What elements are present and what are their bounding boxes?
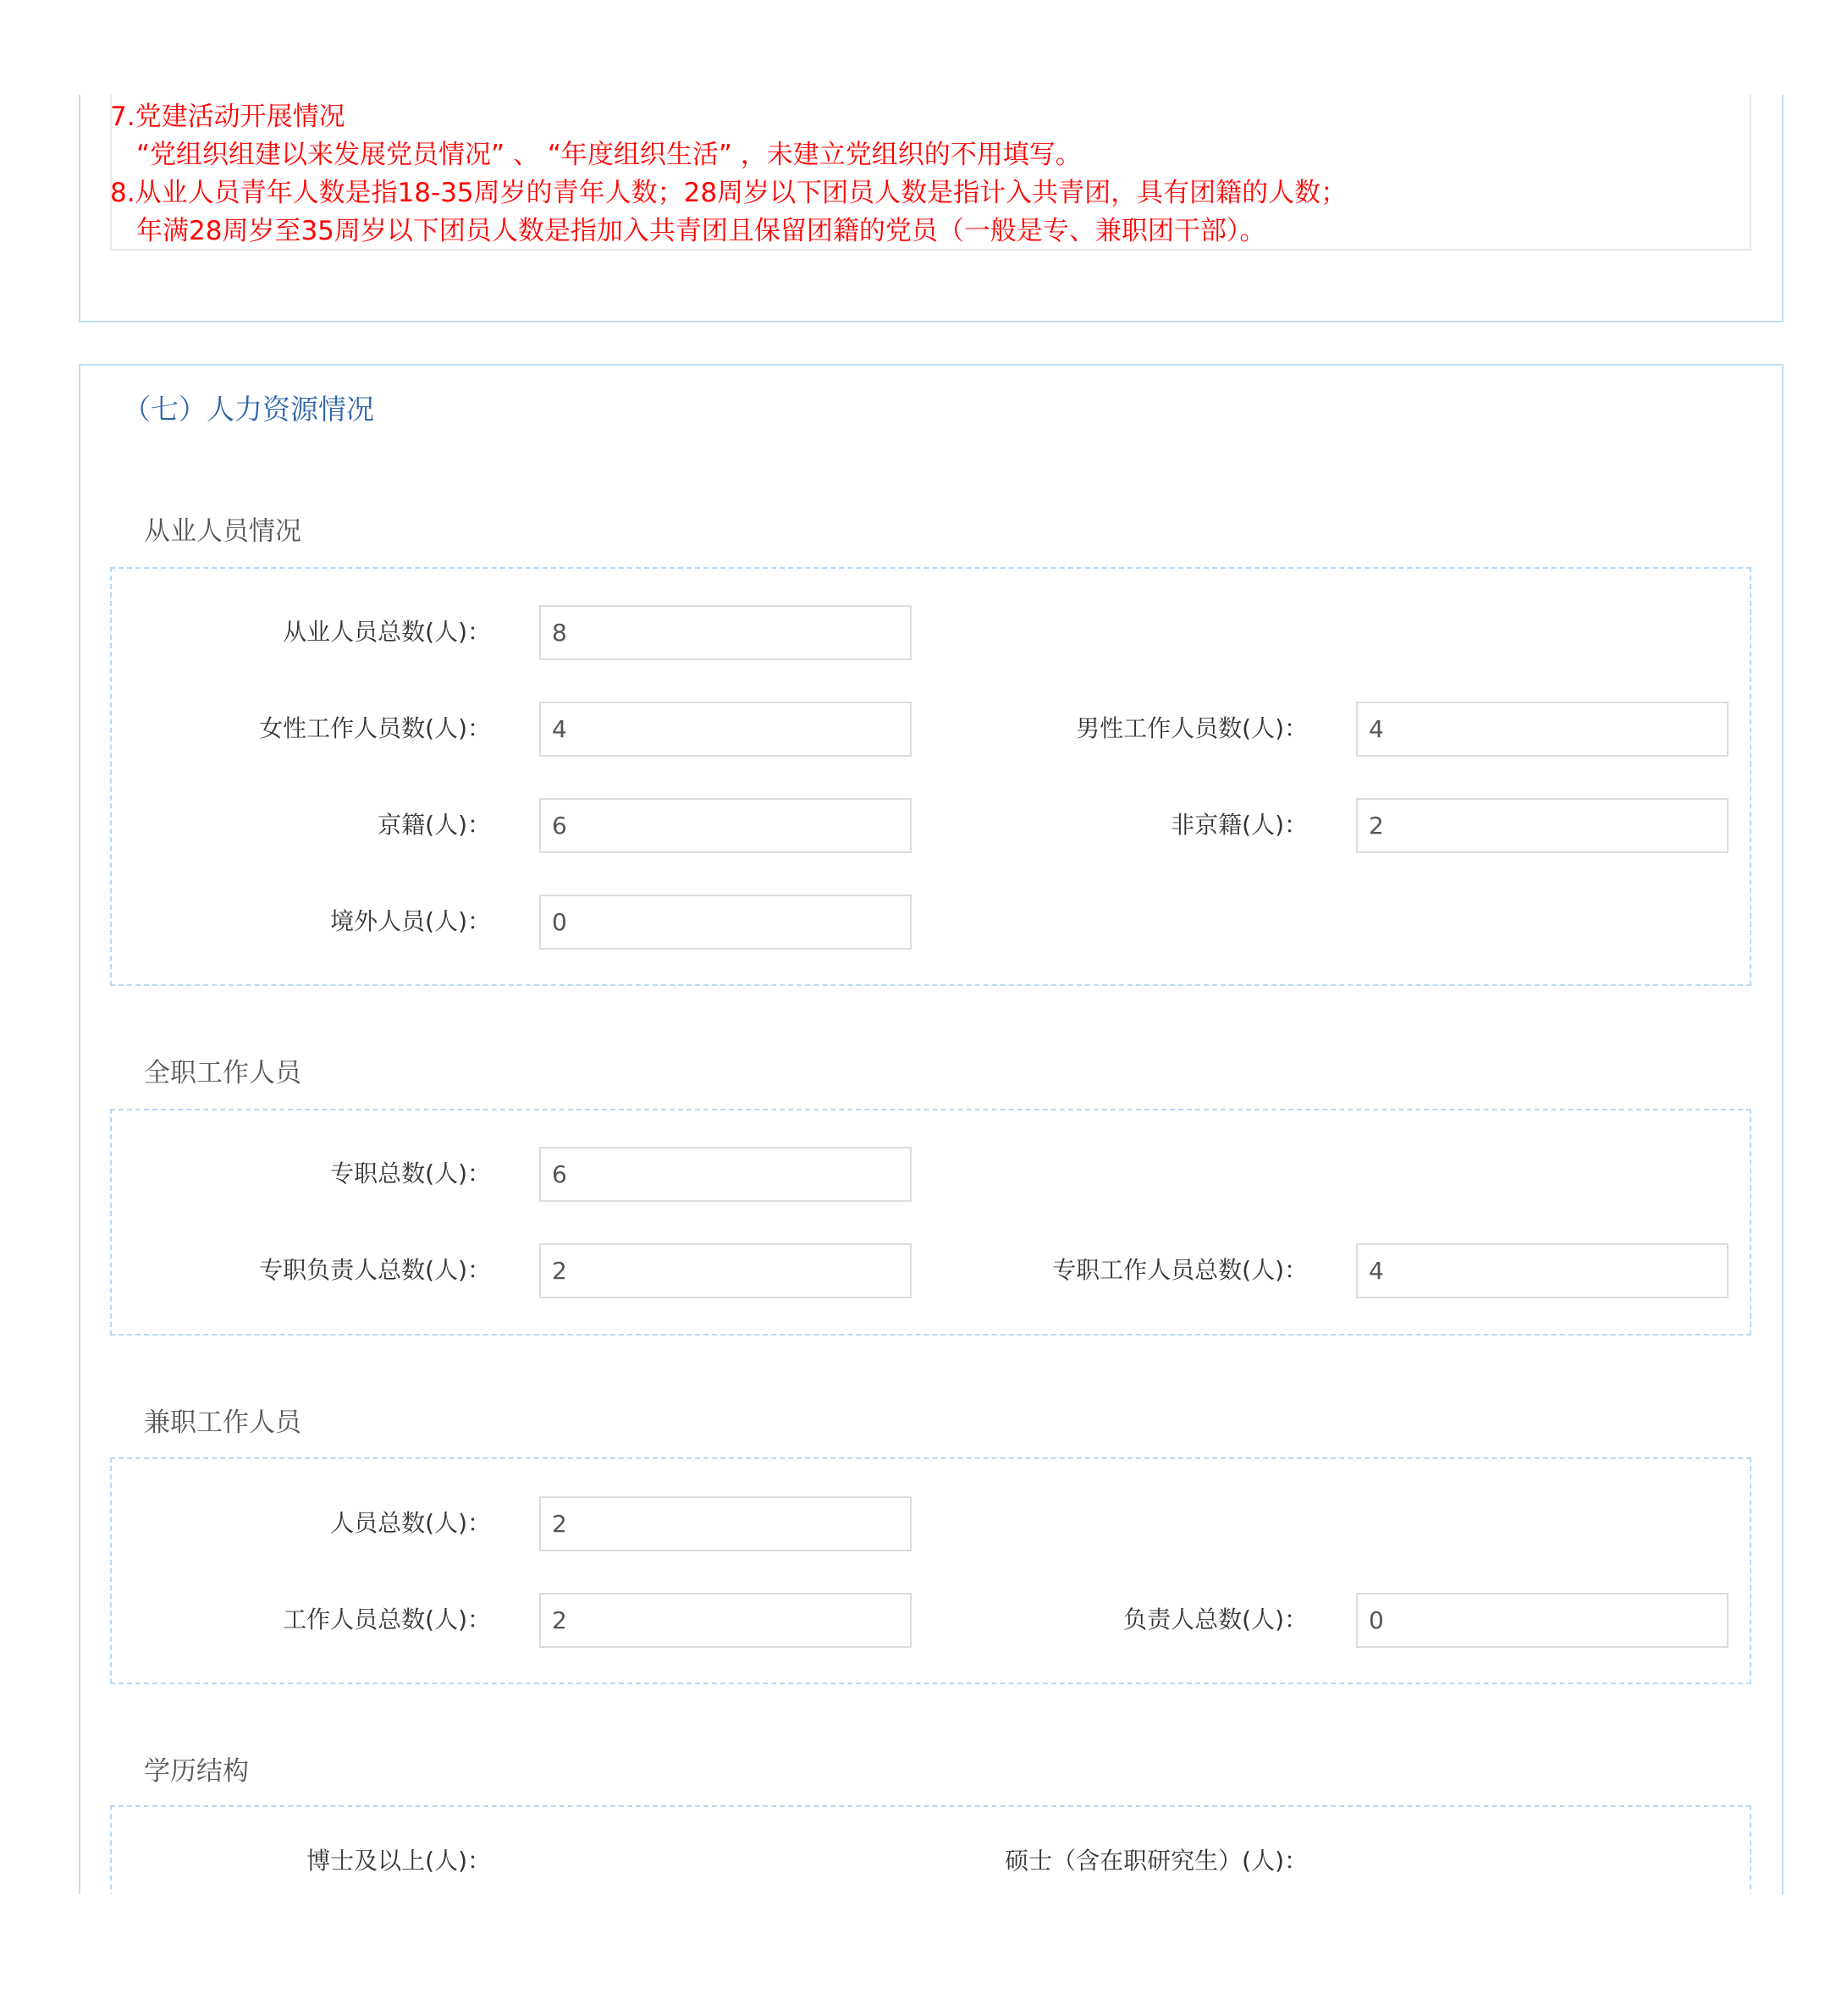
section-title: （七）人力资源情况: [123, 393, 374, 426]
fulltime-leaders-input[interactable]: 2: [539, 1243, 912, 1298]
field-label: 境外人员(人)：: [330, 907, 491, 935]
field-label: 非京籍(人)：: [1171, 811, 1308, 839]
field-label: 工作人员总数(人)：: [283, 1606, 491, 1633]
field-label: 博士及以上(人)：: [306, 1847, 491, 1875]
total-employees-input[interactable]: 8: [539, 605, 912, 660]
group-title-employees: 从业人员情况: [144, 516, 301, 547]
field-label: 负责人总数(人)：: [1123, 1606, 1308, 1633]
male-employees-input[interactable]: 4: [1356, 702, 1728, 757]
field-label: 人员总数(人)：: [330, 1509, 491, 1537]
group-title-fulltime: 全职工作人员: [144, 1058, 301, 1088]
non-beijing-residents-input[interactable]: 2: [1356, 798, 1728, 853]
field-label: 女性工作人员数(人)：: [259, 714, 491, 742]
note-line: 8.从业人员青年人数是指18-35周岁的青年人数；28周岁以下团员人数是指计入共青团，具有团籍的人数；: [110, 178, 1348, 208]
overseas-staff-input[interactable]: 0: [539, 895, 912, 950]
field-label: 从业人员总数(人)：: [283, 618, 491, 646]
page-bottom-whitespace: [0, 1894, 1847, 2016]
field-label: 专职总数(人)：: [330, 1159, 491, 1187]
fulltime-staff-input[interactable]: 4: [1356, 1243, 1728, 1298]
field-label: 男性工作人员数(人)：: [1076, 714, 1308, 742]
group-box-parttime: [110, 1457, 1751, 1684]
female-employees-input[interactable]: 4: [539, 702, 912, 757]
group-box-fulltime: [110, 1109, 1751, 1336]
field-label: 专职工作人员总数(人)：: [1052, 1256, 1308, 1284]
parttime-total-input[interactable]: 2: [539, 1496, 912, 1551]
group-title-parttime: 兼职工作人员: [144, 1407, 301, 1438]
note-line: “党组织组建以来发展党员情况” 、 “年度组织生活” ，未建立党组织的不用填写。: [110, 140, 1082, 170]
field-label: 京籍(人)：: [378, 811, 491, 839]
parttime-staff-input[interactable]: 2: [539, 1593, 912, 1648]
fulltime-total-input[interactable]: 6: [539, 1147, 912, 1202]
group-title-education: 学历结构: [144, 1756, 249, 1787]
parttime-leaders-input[interactable]: 0: [1356, 1593, 1728, 1648]
beijing-residents-input[interactable]: 6: [539, 798, 912, 853]
note-line: 年满28周岁至35周岁以下团员人数是指加入共青团且保留团籍的党员（一般是专、兼职团干部）。: [110, 216, 1266, 246]
field-label: 专职负责人总数(人)：: [259, 1256, 491, 1284]
field-label: 硕士（含在职研究生）(人)：: [1005, 1847, 1308, 1875]
note-line: 7.党建活动开展情况: [110, 102, 345, 132]
